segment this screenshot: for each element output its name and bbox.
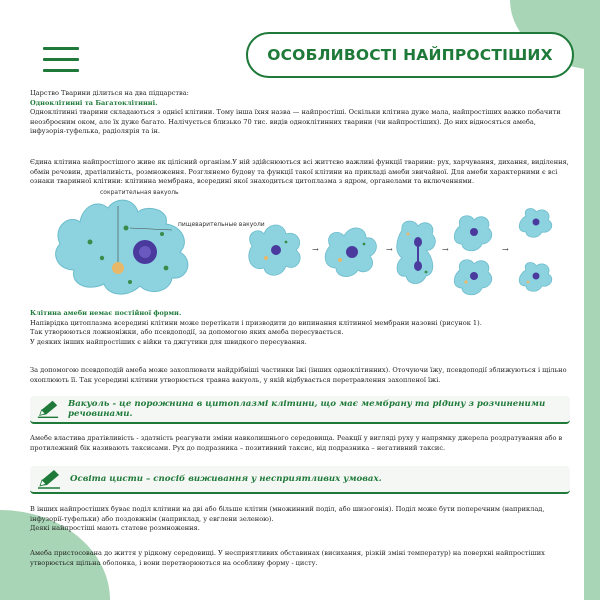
contractile-vacuole — [112, 262, 124, 274]
intro-paragraph: Одноклітинні тварини складаються з однієї клітини. Тому інша їхня назва — найпростіші. Оскільки клітина дуже мала, найпростіших важко побачити неозброєним оком, але їх дуже багато. Налічується близько 70 тис. видів одноклітинних тварини (чи найпростіших). До них відносяться амеба, інфузорія-туфелька, радіолярія та ін. — [30, 108, 561, 136]
cell-paragraph — [30, 158, 570, 187]
svg-text:→: → — [442, 245, 449, 254]
food-paragraph-text: За допомогою псевдоподій амеба може захоплювати найдрібніші частинки їжі (інших одноклітинних). Оточуючи їжу, псевдоподії зближуються і щільно охоплюють її. Так усередині клітини утворюється травна вакуоль, у якій відбувається перетравлення захопленої їжі. — [30, 366, 567, 384]
cyst-callout — [30, 466, 570, 494]
amoeba-section — [30, 309, 570, 347]
intro-block — [30, 89, 570, 137]
page-title-text: ОСОБЛИВОСТІ НАЙПРОСТІШИХ — [267, 46, 553, 64]
cyst-statement: Освіта цисти – спосіб виживання у несприятливих умовах. — [70, 474, 382, 484]
reproduction-text: В інших найпростіших буває поділ клітини на дві або більше клітин (множинний поділ, або шизогонія). Поділ може бути поперечним (наприклад, інфузорії-туфельки) або поздовжнім (наприклад, у евглени зеленою). — [30, 505, 545, 523]
svg-text:→: → — [502, 245, 509, 254]
cyst-paragraph — [30, 549, 570, 568]
vacuole-callout — [30, 396, 570, 424]
svg-text:пищеварительные вакуоли — [178, 221, 265, 228]
intro-subtitle: Одноклітинні та Багатоклітинні. — [30, 98, 158, 107]
amoeba-line: У деяких інших найпростіших є війки та джгутики для швидкого пересування. — [30, 337, 307, 346]
cell-paragraph-text: Єдина клітина найпростішого живе як цілісний організм.У ній здійснюються всі життєво важливі функції тварини: рух, харчування, дихання, виділення, обмін речовин, дратівливість, розмноження. Розглянемо будову та функції такої клітини на прикладі амеби звичайної. Для амеби характерними є всі ознаки тваринної клітини: клітинна мембрана, всередині якої знаходиться цитоплазма з ядром, органелами та включеннями. — [30, 158, 569, 186]
pencil-icon — [36, 398, 60, 420]
cyst-text: Амеба пристосована до життя у рідкому середовищі. У несприятливих обставинах (висихання, різкій зміні температур) на поверхні найпростіших утворюється щільна оболонка, і вони перетворюються на особливу форму - цисту. — [30, 549, 545, 567]
division-sequence — [249, 209, 552, 295]
intro-line: Царство Тварини ділиться на два підцарства: — [30, 89, 189, 97]
irritability-paragraph — [30, 434, 570, 453]
amoeba-heading: Клітина амеби немає постійної форми. — [30, 309, 182, 317]
irritability-text: Амебе властива дратівливість - здатність реагувати зміни навколишнього середовища. Реакції у вигляді руху у напрямку джерела роздратування або в протилежний бік називають таксисами. Рух до подразника – позитивний таксис, від подразника – негативний таксис. — [30, 434, 563, 452]
amoeba-figure — [30, 186, 570, 302]
amoeba-line: Напіврідка цитоплазма всередині клітини може перетікати і призводити до випинання клітинної мембрани назовні (рисунок 1). — [30, 318, 482, 327]
reproduction-paragraph — [30, 505, 570, 534]
vacuole-definition: Вакуоль - це порожнина в цитоплазмі клітини, що має мембрану та рідину з розчиненими речовинами. — [67, 399, 546, 419]
label-digestive: пищеварительные вакуоли — [178, 221, 265, 228]
svg-text:→: → — [386, 245, 393, 254]
food-paragraph — [30, 366, 570, 385]
reproduction-text: Деякі найпростіші мають статеве розмноження. — [30, 524, 200, 533]
menu-icon[interactable] — [43, 47, 79, 80]
pencil-icon — [36, 468, 62, 490]
amoeba-diagram — [56, 189, 265, 294]
page-title — [246, 32, 574, 78]
decorative-edge — [584, 0, 600, 600]
label-vacuole: сократительная вакуоль — [100, 189, 179, 196]
svg-text:→: → — [312, 245, 319, 254]
svg-text:сократительная вакуоль — [100, 189, 179, 196]
amoeba-line: Так утворюються ложноніжки, або псевдоподії, за допомогою яких амеба пересувається. — [30, 328, 344, 337]
